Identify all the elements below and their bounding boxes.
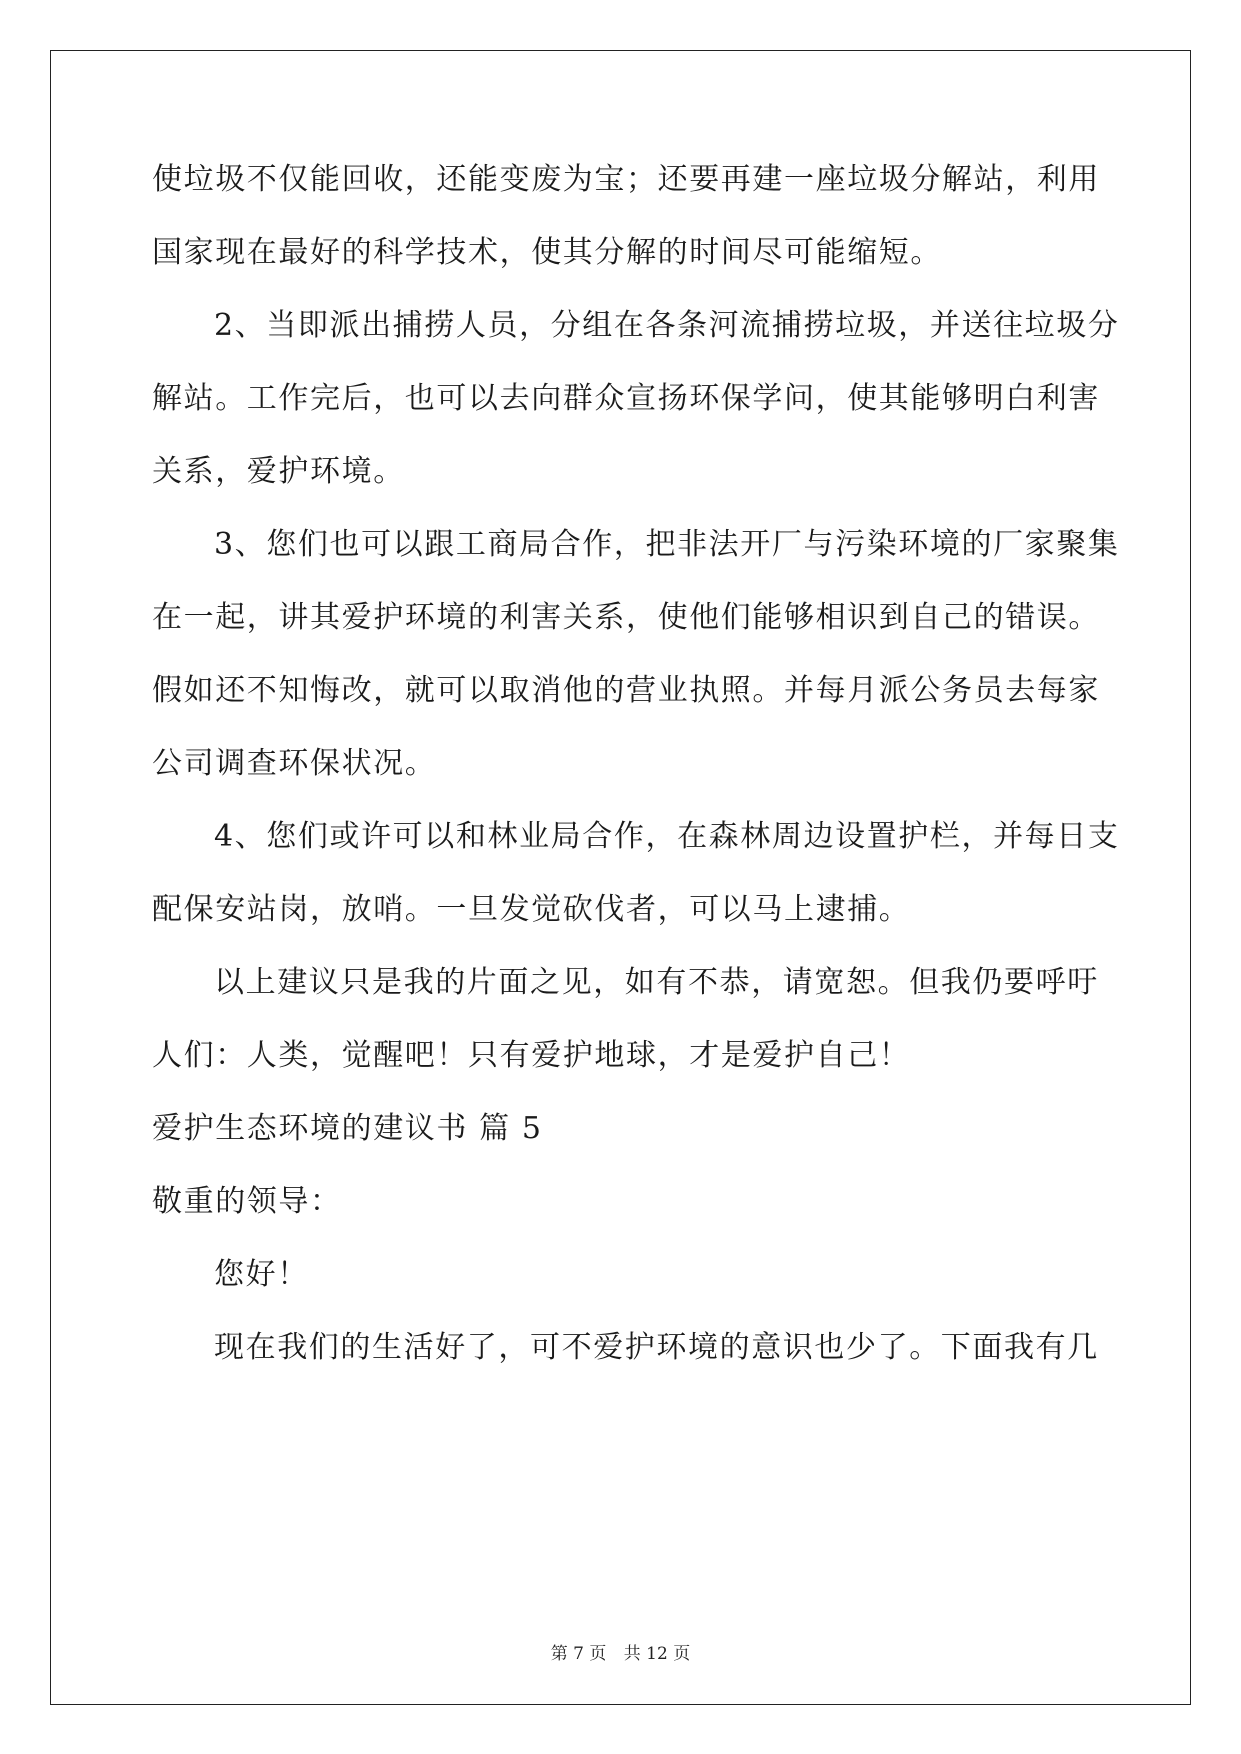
text-line: 国家现在最好的科学技术，使其分解的时间尽可能缩短。 xyxy=(152,235,942,270)
text-line: 假如还不知悔改，就可以取消他的营业执照。并每月派公务员去每家 xyxy=(152,673,1100,708)
text-line: 现在我们的生活好了，可不爱护环境的意识也少了。下面我有几 xyxy=(214,1330,1099,1365)
salutation: 敬重的领导： xyxy=(152,1184,342,1219)
text-line: 4、您们或许可以和林业局合作，在森林周边设置护栏，并每日支 xyxy=(214,819,1120,854)
page-border xyxy=(50,50,1191,1705)
text-line: 公司调查环保状况。 xyxy=(152,746,437,781)
text-line: 3、您们也可以跟工商局合作，把非法开厂与污染环境的厂家聚集 xyxy=(214,527,1120,562)
text-line: 配保安站岗，放哨。一旦发觉砍伐者，可以马上逮捕。 xyxy=(152,892,911,927)
page-footer xyxy=(0,1644,1241,1664)
text-line: 人们：人类，觉醒吧！只有爱护地球，才是爱护自己！ xyxy=(152,1038,911,1073)
text-line: 以上建议只是我的片面之见，如有不恭，请宽恕。但我仍要呼吁 xyxy=(214,965,1099,1000)
page-total: 共 12 页 xyxy=(623,1644,691,1664)
text-line: 解站。工作完后，也可以去向群众宣扬环保学问，使其能够明白利害 xyxy=(152,381,1100,416)
text-line: 在一起，讲其爱护环境的利害关系，使他们能够相识到自己的错误。 xyxy=(152,600,1100,635)
greeting: 您好！ xyxy=(214,1257,309,1292)
text-line: 关系，爱护环境。 xyxy=(152,454,405,489)
page-number: 第 7 页 xyxy=(550,1644,607,1664)
text-line: 2、当即派出捕捞人员，分组在各条河流捕捞垃圾，并送往垃圾分 xyxy=(214,308,1120,343)
section-heading: 爱护生态环境的建议书 篇 5 xyxy=(152,1111,543,1146)
text-line: 使垃圾不仅能回收，还能变废为宝；还要再建一座垃圾分解站，利用 xyxy=(152,162,1100,197)
